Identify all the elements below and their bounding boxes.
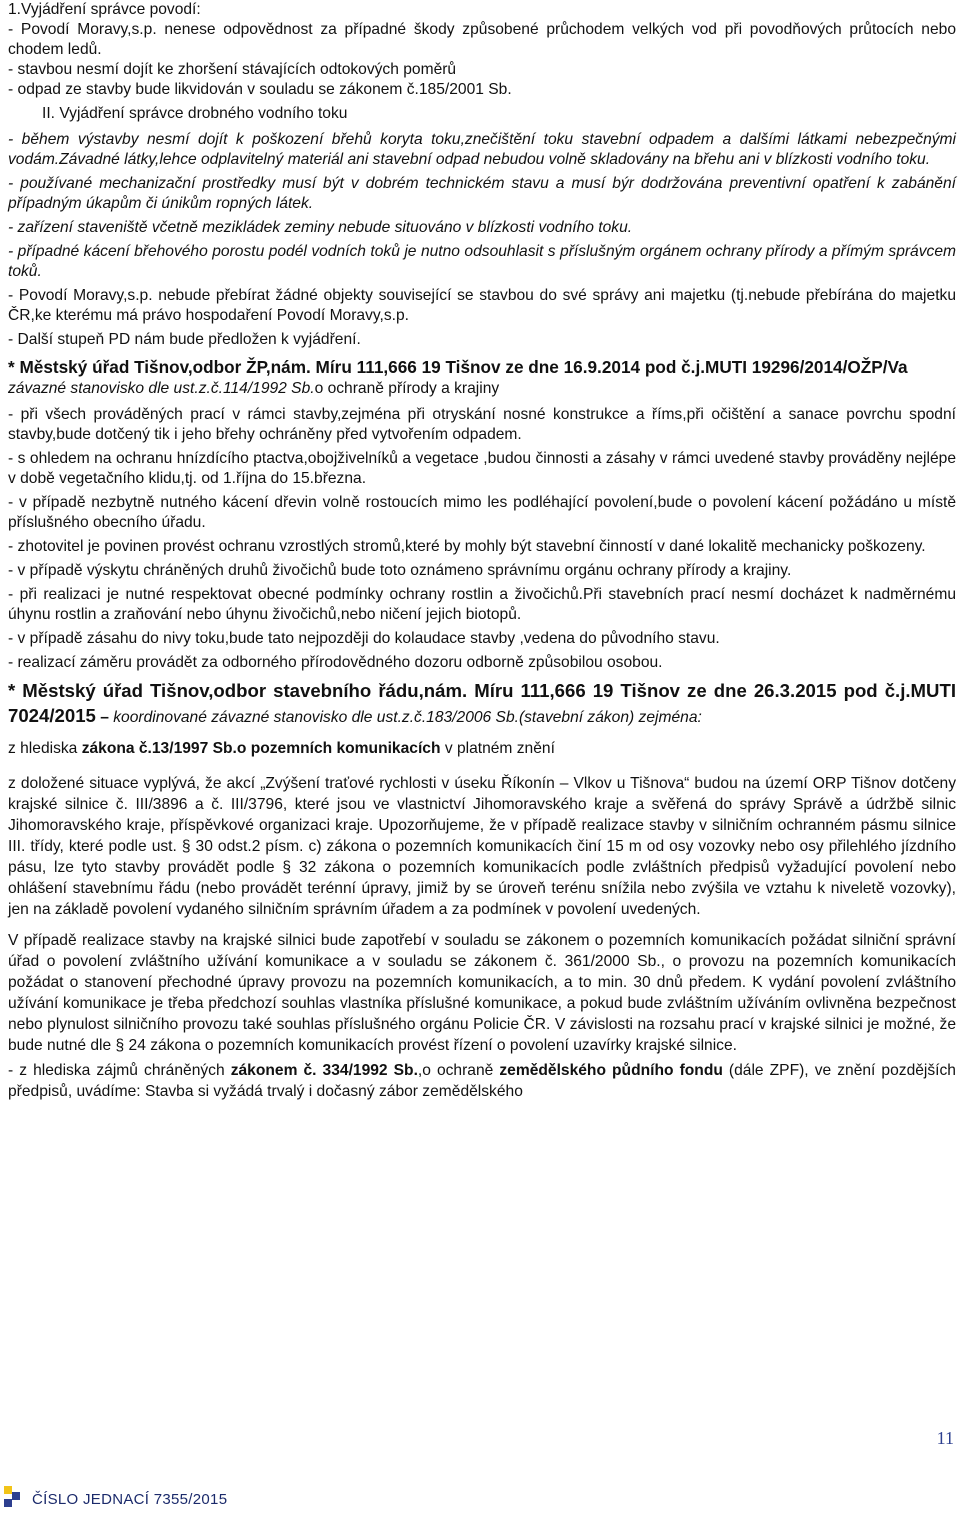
- document-number: ČÍSLO JEDNACÍ 7355/2015: [32, 1491, 228, 1508]
- footer: [4, 1486, 227, 1508]
- logo-square-blue: [12, 1492, 20, 1500]
- section-4: [8, 679, 956, 1102]
- text-run: ,o ochraně: [417, 1062, 500, 1079]
- law-prefix: z hlediska: [8, 740, 82, 757]
- paragraph: - odpad ze stavby bude likvidován v souladu se zákonem č.185/2001 Sb.: [8, 81, 512, 98]
- paragraph: V případě realizace stavby na krajské silnici bude zapotřebí v souladu se zákonem o pozemních komunikacích požádat silniční správní úřad o povolení zvláštního užívání komunikace a v souladu se zákonem č. 361/2000 Sb., o provozu na pozemních komunikacích požádat o stanovení přechodné úpravy provozu na pozemních komunikacích, a to min. 30 dnů předem. K vydání povolení zvláštního užívání komunikace je třeba předchozí souhlas vlastníka příslušné komunikace, a pokud bude zvláštním užíváním ovlivněna bezpečnost nebo plynulost silničního provozu také souhlas příslušného orgánu Policie ČR. V závislosti na rozsahu prací v krajské silnici je možné, že bude nutné dle § 24 zákona o pozemních komunikacích provést řízení o povolení uzavírky krajské silnice.: [8, 932, 956, 1054]
- logo-square-yellow: [4, 1486, 12, 1494]
- paragraph: - používané mechanizační prostředky musí být v dobrém technickém stavu a musí býr dodržována preventivní opatření k zabánění případným úkapům či únikům ropných látek.: [8, 175, 956, 212]
- paragraph: - Povodí Moravy,s.p. nebude přebírat žádné objekty související se stavbou do své správy ani majetku (tj.nebude přebírána do majetku ČR,ke kterému má právo hospodaření Povodí Moravy,s.p.: [8, 287, 956, 324]
- heading-bold: * Městský úřad Tišnov,odbor stavebního řádu,nám. Míru 111,666 19 Tišnov ze dne 26.3.2015 pod č.j.MUTI 7024/2015: [8, 680, 956, 726]
- paragraph: - při realizaci je nutné respektovat obecné podmínky ochrany rostlin a živočichů.Při stavebních prací nesmí docházet k nadměrnému úhynu rostlin a zraňování nebo úhynu živočichů,nebo ničení jejich biotopů.: [8, 586, 956, 623]
- law-name: zákona č.13/1997 Sb.o pozemních komunikacích: [81, 740, 441, 757]
- text-run: - z hlediska zájmů chráněných: [8, 1062, 231, 1079]
- paragraph: - během výstavby nesmí dojít k poškození břehů koryta toku,znečištění toku stavební odpadem a dalšími látkami nebezpečnými vodám.Závadné látky,lehce odplavitelný materiál ani stavební odpad nebudou volně skladovány na břehu ani v blízkosti vodního toku.: [8, 131, 956, 168]
- text-run-bold: zemědělského půdního fondu: [499, 1062, 723, 1079]
- law-suffix: v platném znění: [440, 740, 555, 757]
- section-3: [8, 356, 956, 673]
- law-reference: [8, 739, 956, 759]
- paragraph: - případné kácení břehového porostu podél vodních toků je nutno odsouhlasit s příslušným orgánem ochrany přírody a přímým správcem toků.: [8, 243, 956, 280]
- paragraph: - Povodí Moravy,s.p. nenese odpovědnost za případné škody způsobené průchodem velkých vod při povodňových průtocích nebo chodem ledů.: [8, 21, 956, 58]
- paragraph: - při všech prováděných prací v rámci stavby,zejména při otryskání nosné konstrukce a říms,při očištění a sanace povrchu spodní stavby,bude dotčený tik i jeho břehy ochráněny před vytvořením odpadem.: [8, 406, 956, 443]
- heading-bold: * Městský úřad Tišnov,odbor ŽP,nám. Míru 111,666 19 Tišnov ze dne 16.9.2014 pod č.j.MUTI 19296/2014/OŽP/Va: [8, 357, 908, 377]
- paragraph: - v případě nezbytně nutného kácení dřevin volně rostoucích mimo les podléhající povolení,bude o povolení kácení požádáno u místě příslušného obecního úřadu.: [8, 494, 956, 531]
- section-2-heading: II. Vyjádření správce drobného vodního toku: [42, 105, 348, 122]
- section-1: [8, 0, 956, 100]
- logo-icon: [4, 1486, 22, 1508]
- heading-italic: koordinované závazné stanovisko dle ust.z.č.183/2006 Sb.(stavební zákon) zejména:: [113, 709, 702, 726]
- document-body: [8, 0, 956, 1102]
- section-3-heading: [8, 356, 956, 399]
- paragraph: z doložené situace vyplývá, že akcí „Zvýšení traťové rychlosti v úseku Říkonín – Vlkov u Tišnova“ budou na území ORP Tišnov dotčeny krajské silnice č. III/3896 a č. III/3796, které jsou ve vlastnictví Jihomoravského kraje a svěřená do správy Správě a údržbě silnic Jihomoravského kraje, příspěvkové organizaci kraje. Upozorňujeme, že v případě realizace stavby v silničním ochranném pásmu silnice III. třídy, které podle ust. § 30 odst.2 písm. c) zákona o pozemních komunikacích činí 15 m od osy vozovky nebo osy přilehlého jízdního pásu, lze tyto stavby provádět podle § 32 zákona o pozemních komunikacích podle zvláštních předpisů vyžadující povolení nebo ohlášení stavebnímu řádu (nebo provádět terénní úpravy, jimiž by se úroveň terénu snížila nebo zvýšila ve vztahu k niveletě vozovky), jen na základě povolení vydaného silničním správním úřadem a za podmínek v povolení uvedených.: [8, 775, 956, 918]
- text-run-bold: zákonem č. 334/1992 Sb.: [230, 1062, 418, 1079]
- paragraph: - stavbou nesmí dojít ke zhoršení stávajících odtokových poměrů: [8, 61, 457, 78]
- paragraph: - realizací záměru provádět za odborného přírodovědného dozoru odborně způsobilou osobou.: [8, 654, 663, 671]
- heading-dash: –: [95, 709, 114, 726]
- page-number: 11: [936, 1428, 954, 1448]
- paragraph: - zhotovitel je povinen provést ochranu vzrostlých stromů,které by mohly být stavební činností v dané lokalitě mechanicky poškozeny.: [8, 538, 926, 555]
- paragraph: - Další stupeň PD nám bude předložen k vyjádření.: [8, 331, 361, 348]
- paragraph: - v případě výskytu chráněných druhů živočichů bude toto oznámeno správnímu orgánu ochrany přírody a krajiny.: [8, 562, 792, 579]
- heading-tail: o ochraně přírody a krajiny: [314, 380, 500, 397]
- logo-square-blue: [4, 1499, 12, 1507]
- section-2: [8, 104, 956, 350]
- text-run: (dále ZPF), ve znění pozdějších předpisů, uvádíme: Stavba si vyžádá trvalý i dočasný zábor zemědělského: [8, 1062, 956, 1100]
- section-1-heading: 1.Vyjádření správce povodí:: [8, 1, 201, 18]
- paragraph: - zařízení staveniště včetně mezikládek zeminy nebude situováno v blízkosti vodního toku.: [8, 219, 633, 236]
- paragraph: [8, 1060, 956, 1102]
- section-4-heading: [8, 679, 956, 729]
- paragraph: - s ohledem na ochranu hnízdícího ptactva,obojživelníků a vegetace ,budou činnosti a zásahy v rámci uvedené stavby prováděny nejlépe v době vegetačního klidu,tj. od 1.října do 15.března.: [8, 450, 956, 487]
- heading-italic: závazné stanovisko dle ust.z.č.114/1992 Sb.: [8, 380, 315, 397]
- paragraph: - v případě zásahu do nivy toku,bude tato nejpozději do kolaudace stavby ,vedena do původního stavu.: [8, 630, 720, 647]
